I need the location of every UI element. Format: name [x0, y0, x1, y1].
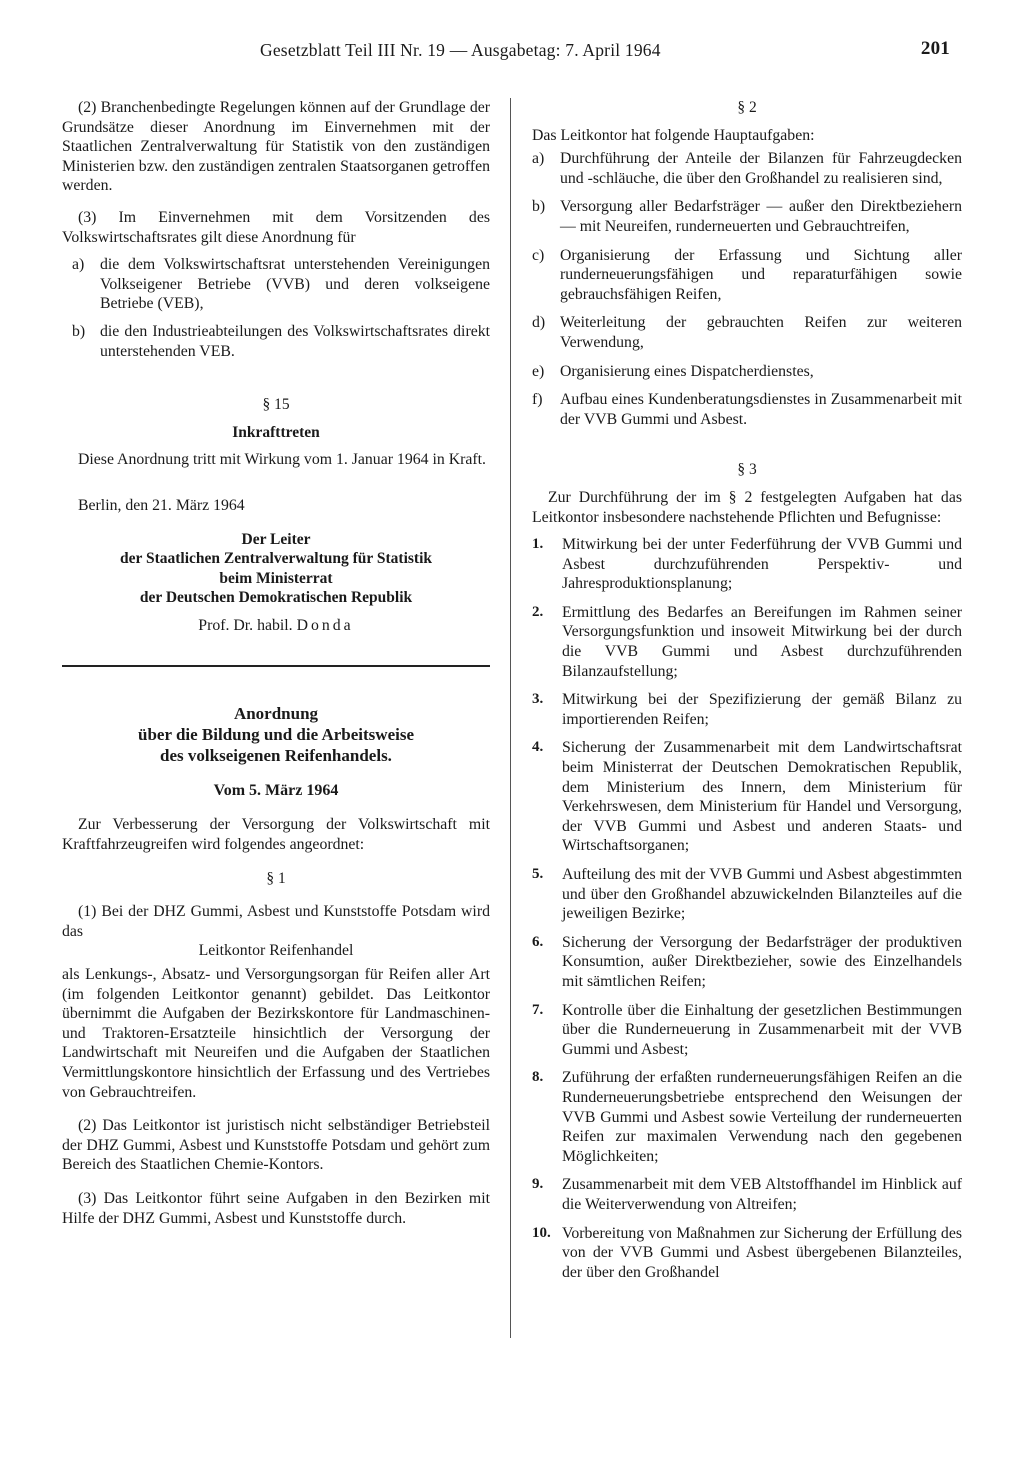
- left-column: [62, 98, 490, 1228]
- paragraph-3: (3) Im Einvernehmen mit dem Vorsitzenden des Volkswirtschaftsrates gilt diese Anordnung für: [62, 208, 490, 246]
- ordinance-title-line: Anordnung: [233, 704, 319, 724]
- list-text: Versorgung aller Bedarfsträger — außer den Direktbeziehern — mit Neureifen, runderneuerten und Gebrauchtreifen,: [560, 198, 962, 235]
- signatory-line: der Staatlichen Zentralverwaltung für Statistik: [119, 550, 432, 568]
- list-text: die den Industrieabteilungen des Volkswirtschaftsrates direkt unterstehenden VEB.: [100, 322, 490, 360]
- section-3-list: [532, 535, 962, 1282]
- section-3-intro: Zur Durchführung der im § 2 festgelegten Aufgaben hat das Leitkontor insbesondere nachstehende Pflichten und Befugnisse:: [532, 488, 962, 526]
- list-item: [532, 362, 962, 382]
- section-15-number: § 15: [262, 396, 290, 414]
- list-text: Organisierung eines Dispatcherdienstes,: [560, 362, 814, 380]
- list-marker: a): [72, 256, 85, 274]
- list-item: [62, 255, 490, 314]
- list-text: die dem Volkswirtschaftsrat unterstehenden Vereinigungen Volkseigener Betriebe (VVB) und deren volkseigene Betriebe (VEB),: [100, 256, 490, 313]
- signatory-line: beim Ministerrat: [219, 569, 333, 587]
- list-item: [532, 390, 962, 429]
- list-marker: 7.: [532, 1001, 544, 1018]
- list-item: [532, 738, 962, 856]
- section-15-title: Inkrafttreten: [232, 423, 320, 441]
- list-marker: e): [532, 362, 545, 380]
- signatory-line: Der Leiter: [241, 530, 311, 548]
- list-text: Zuführung der erfaßten runderneuerungsfähigen Reifen an die Runderneuerungsbetriebe entsprechend den Weisungen der VVB Gummi und Asbest sowie Verteilung der runderneuerten Reifen zur maximalen Verwendung nach den gegebenen Möglichkeiten;: [562, 1069, 962, 1165]
- list-item: [532, 603, 962, 681]
- list-item: [532, 197, 962, 236]
- section-15-text: Diese Anordnung tritt mit Wirkung vom 1. Januar 1964 in Kraft.: [78, 451, 486, 469]
- section-1-para-1b: als Lenkungs-, Absatz- und Versorgungsorgan für Reifen aller Art (im folgenden Leitkontor genannt) gebildet. Das Leitkontor übernimmt die Aufgaben der Bezirkskontore für Landmaschinen- und Traktoren-Ersatzteile hinsichtlich der Versorgung der Landwirtschaft mit Neureifen und die Aufgaben der Staatlichen Vermittlungskontore hinsichtlich der Erfassung und des Vertriebes von Gebrauchtreifen.: [62, 966, 490, 1101]
- signer-name: Donda: [296, 616, 354, 634]
- signatory-line: der Deutschen Demokratischen Republik: [139, 589, 413, 607]
- list-text: Organisierung der Erfassung und Sichtung aller runderneuerungsfähigen und reparaturfähigen sowie gebrauchsfähigen Reifen,: [560, 246, 962, 303]
- list-text: Aufbau eines Kundenberatungsdienstes in Zusammenarbeit mit der VVB Gummi und Asbest.: [560, 391, 962, 428]
- list-text: Durchführung der Anteile der Bilanzen für Fahrzeugdecken und -schläuche, die über den Großhandel zu realisieren sind,: [560, 150, 962, 187]
- list-item: [532, 1068, 962, 1166]
- section-1-para-2: (2) Das Leitkontor ist juristisch nicht selbständiger Betriebsteil der DHZ Gummi, Asbest und Kunststoffe Potsdam und gehört zum Bereich des Staatlichen Chemie-Kontors.: [62, 1117, 490, 1174]
- list-item: [532, 1224, 962, 1283]
- list-marker: 5.: [532, 866, 544, 882]
- list-marker: 2.: [532, 603, 544, 620]
- page-number: 201: [920, 38, 950, 59]
- list-marker: 10.: [532, 1224, 551, 1241]
- list-text: Mitwirkung bei der Spezifizierung der gemäß Bilanz zu importierenden Reifen;: [562, 691, 962, 728]
- list-marker: 4.: [532, 739, 544, 756]
- list-item: [532, 535, 962, 594]
- list-item: [532, 149, 962, 188]
- ordinance-title-line: über die Bildung und die Arbeitsweise: [138, 725, 414, 745]
- list-text: Vorbereitung von Maßnahmen zur Sicherung der Erfüllung des von der VVB Gummi und Asbest übergebenen Bilanzteiles, der über den Großhandel: [562, 1224, 962, 1281]
- ordinance-title-line: des volkseigenen Reifenhandels.: [160, 746, 392, 766]
- list-marker: 8.: [532, 1069, 544, 1086]
- list-item: [532, 690, 962, 729]
- section-3-number: § 3: [737, 461, 757, 479]
- list-item: [532, 246, 962, 305]
- section-1-para-1a: (1) Bei der DHZ Gummi, Asbest und Kunststoffe Potsdam wird das: [62, 903, 490, 940]
- list-text: Kontrolle über die Einhaltung der gesetzlichen Bestimmungen über die Runderneuerung in Zusammenarbeit mit der VVB Gummi und Asbest;: [562, 1001, 962, 1058]
- header-title: Gesetzblatt Teil III Nr. 19 — Ausgabetag: 7. April 1964: [260, 40, 661, 60]
- list-item: [532, 1001, 962, 1060]
- list-text: Zusammenarbeit mit dem VEB Altstoffhandel im Hinblick auf die Weiterverwendung von Altreifen;: [562, 1176, 962, 1213]
- list-text: Aufteilung des mit der VVB Gummi und Asbest abgestimmten und über den Großhandel abzuwickelnden Bilanzteiles auf die jeweiligen Bezirke;: [562, 866, 962, 923]
- preamble: Zur Verbesserung der Versorgung der Volkswirtschaft mit Kraftfahrzeugreifen wird folgendes angeordnet:: [62, 816, 490, 854]
- list-item: [532, 313, 962, 352]
- list-text: Ermittlung des Bedarfes an Bereifungen im Rahmen seiner Versorgungsfunktion und insoweit Mitwirkung bei der durch die VVB Gummi und Asbest durchzuführenden Bilanzaufstellung;: [562, 603, 962, 680]
- column-divider: [510, 98, 511, 1338]
- page-header: [230, 36, 950, 66]
- list-text: Weiterleitung der gebrauchten Reifen zur weiteren Verwendung,: [560, 314, 962, 351]
- list-marker: 6.: [532, 933, 544, 950]
- section-2-intro: Das Leitkontor hat folgende Hauptaufgaben:: [532, 126, 815, 144]
- list-text: Sicherung der Zusammenarbeit mit dem Landwirtschaftsrat beim Ministerrat der Deutschen Demokratischen Republik, dem Ministerium des Innern, dem Ministerium für Verkehrswesen, dem Ministerium für Handel und Versorgung, der VVB Gummi und Asbest und anderen Staats- und Wirtschaftsorganen;: [562, 739, 962, 855]
- section-1-number: § 1: [266, 869, 286, 887]
- list-marker: b): [72, 322, 86, 340]
- list-item: [62, 322, 490, 361]
- section-1-para-3: (3) Das Leitkontor führt seine Aufgaben in den Bezirken mit Hilfe der DHZ Gummi, Asbest und Kunststoffe durch.: [62, 1189, 490, 1227]
- list-marker: 3.: [532, 691, 544, 708]
- list-marker: d): [532, 314, 546, 332]
- ordinance-date: Vom 5. März 1964: [213, 782, 339, 800]
- list-text: Sicherung der Versorgung der Bedarfsträger der produktiven Konsumtion, außer Direktbezieher, sowie des Einzelhandels mit sämtlichen Reifen;: [562, 933, 962, 990]
- signer-prefix: Prof. Dr. habil.: [198, 616, 293, 634]
- list-marker: b): [532, 198, 546, 216]
- place-date: Berlin, den 21. März 1964: [78, 496, 245, 514]
- list-marker: 1.: [532, 536, 544, 553]
- list-marker: 9.: [532, 1176, 544, 1193]
- paragraph-2: (2) Branchenbedingte Regelungen können auf der Grundlage der Grundsätze dieser Anordnung im Einvernehmen mit der Staatlichen Zentralverwaltung für Statistik von den zuständigen Ministerien bzw. den zuständigen zentralen Staatsorganen getroffen werden.: [62, 99, 490, 195]
- list-text: Mitwirkung bei der unter Federführung der VVB Gummi und Asbest durchzuführenden Perspektiv- und Jahresproduktionsplanung;: [562, 536, 962, 593]
- leitkontor-name: Leitkontor Reifenhandel: [198, 942, 354, 960]
- list-marker: c): [532, 246, 545, 264]
- list-item: [532, 865, 962, 924]
- list-item: [532, 1175, 962, 1214]
- signer: [62, 616, 490, 636]
- right-column: [532, 98, 962, 1291]
- section-2-list: [532, 149, 962, 429]
- horizontal-rule: [62, 665, 490, 667]
- list-marker: a): [532, 150, 545, 168]
- list-item: [532, 933, 962, 992]
- list-marker: f): [532, 391, 543, 409]
- section-2-number: § 2: [737, 99, 757, 116]
